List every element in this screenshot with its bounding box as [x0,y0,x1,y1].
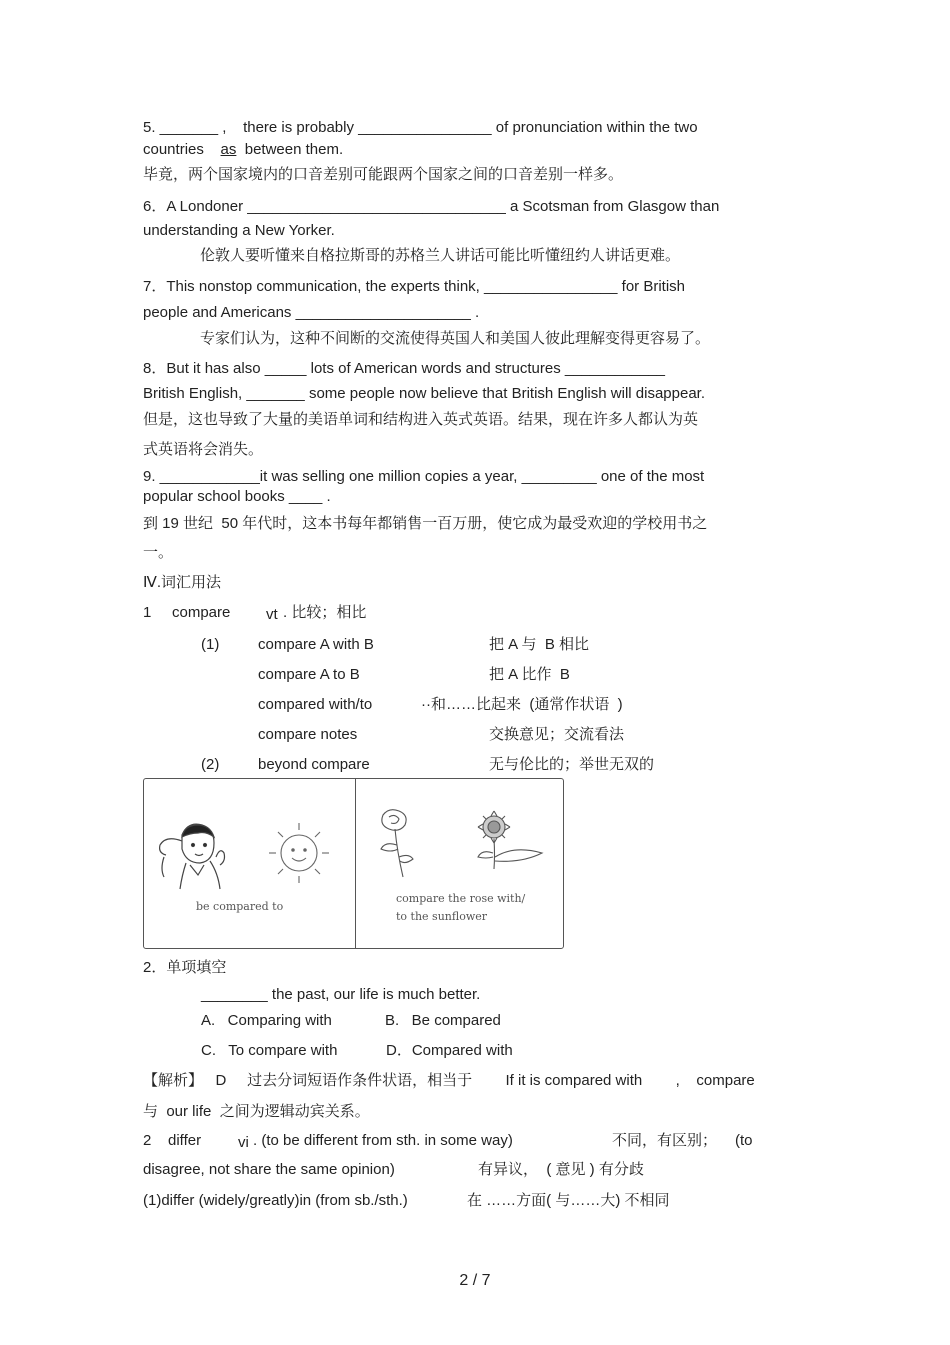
option-b: B. Be compared [385,1012,501,1029]
compare-row-zh: ··和……比起来 (通常作状语 ) [421,696,623,713]
compare-row-en: compare notes [258,726,358,743]
q8-translation-1: 但是，这也导致了大量的美语单词和结构进入英式英语。结果，现在许多人都认为英 [143,411,699,428]
q5-translation: 毕竟，两个国家境内的口音差别可能跟两个国家之间的口音差别一样多。 [143,166,624,183]
option-a: A. Comparing with [201,1012,332,1029]
q9-translation-2: 一。 [143,544,174,561]
compare-headword: compare [172,604,231,621]
q5-answer-word: as [220,141,237,158]
compare-number: 1 [143,604,152,621]
q6-line1: 6．A Londoner _______________________________ a Scotsman from Glasgow than [143,198,720,215]
compare-row-zh: 把 A 与 B 相比 [489,636,590,653]
caption-left: be compared to [196,900,284,913]
section-heading: Ⅳ.词汇用法 [143,574,222,591]
q8-translation-2: 式英语将会消失。 [143,441,264,458]
differ-headword: 2 differ [143,1132,202,1149]
illustration-box [143,778,564,949]
compare-meaning: . 比较；相比 [283,604,367,621]
q7-line2: people and Americans _____________________ . [143,304,480,321]
differ-definition-2: disagree, not share the same opinion) [143,1161,395,1178]
q5-line1: 5. _______ , there is probably ________________ of pronunciation within the two [143,119,698,136]
q5-line2-post: between them. [236,141,344,158]
q5-line2-pre: countries [143,141,221,158]
q9-translation-1: 到 19 世纪 50 年代时，这本书每年都销售一百万册，使它成为最受欢迎的学校用书之 [143,515,708,532]
option-d: D．Compared with [386,1042,513,1059]
exercise-title: 2．单项填空 [143,959,227,976]
caption-right-line2: to the sunflower [396,910,488,923]
rose-illustration [369,805,423,879]
differ-phrase-meaning: 在 ……方面( 与……大) 不相同 [467,1192,670,1209]
q9-line2: popular school books ____ . [143,488,331,505]
page-number: 2 / 7 [459,1272,491,1289]
q6-translation: 伦敦人要听懂来自格拉斯哥的苏格兰人讲话可能比听懂纽约人讲话更难。 [200,247,681,264]
compare-row-zh: 把 A 比作 B [489,666,570,683]
compare-row-zh: 交换意见；交流看法 [489,726,625,743]
differ-pos: vi [238,1134,249,1151]
compare-row-en: beyond compare [258,756,370,773]
differ-definition-1: . (to be different from sth. in some way) [253,1132,513,1149]
q7-translation: 专家们认为，这种不间断的交流使得英国人和美国人彼此理解变得更容易了。 [200,330,711,347]
compare-pos: vt [266,606,278,623]
compare-row-index: (2) [201,756,220,773]
caption-right-line1: compare the rose with/ [396,892,526,905]
compare-row-index: (1) [201,636,220,653]
q9-line1: 9. ____________it was selling one million copies a year, _________ one of the most [143,468,705,485]
sunflower-illustration [464,805,554,871]
q8-line1: 8．But it has also _____ lots of American words and structures ____________ [143,360,665,377]
differ-meaning-1: 不同，有区别； [612,1132,718,1149]
q6-line2: understanding a New Yorker. [143,222,335,239]
analysis-line2: 与 our life 之间为逻辑动宾关系。 [143,1103,370,1120]
compare-row-zh: 无与伦比的；举世无双的 [489,756,655,773]
analysis-line1: 【解析】 D 过去分词短语作条件状语，相当于 If it is compared with , compare [143,1072,755,1089]
option-c: C. To compare with [201,1042,338,1059]
exercise-stem: ________ the past, our life is much better. [201,986,481,1003]
q8-line2: British English, _______ some people now believe that British English will disappear. [143,385,705,402]
differ-definition-open: (to [735,1132,753,1149]
compare-row-en: compared with/to [258,696,373,713]
illustration-divider [355,779,356,948]
boy-illustration [152,817,234,891]
differ-phrase: (1)differ (widely/greatly)in (from sb./sth.) [143,1192,408,1209]
q5-line2 [143,140,343,160]
differ-meaning-2: 有异议， ( 意见 ) 有分歧 [478,1161,644,1178]
compare-row-en: compare A with B [258,636,374,653]
sun-illustration [264,821,334,885]
compare-row-en: compare A to B [258,666,360,683]
q7-line1: 7．This nonstop communication, the experts think, ________________ for British [143,278,685,295]
